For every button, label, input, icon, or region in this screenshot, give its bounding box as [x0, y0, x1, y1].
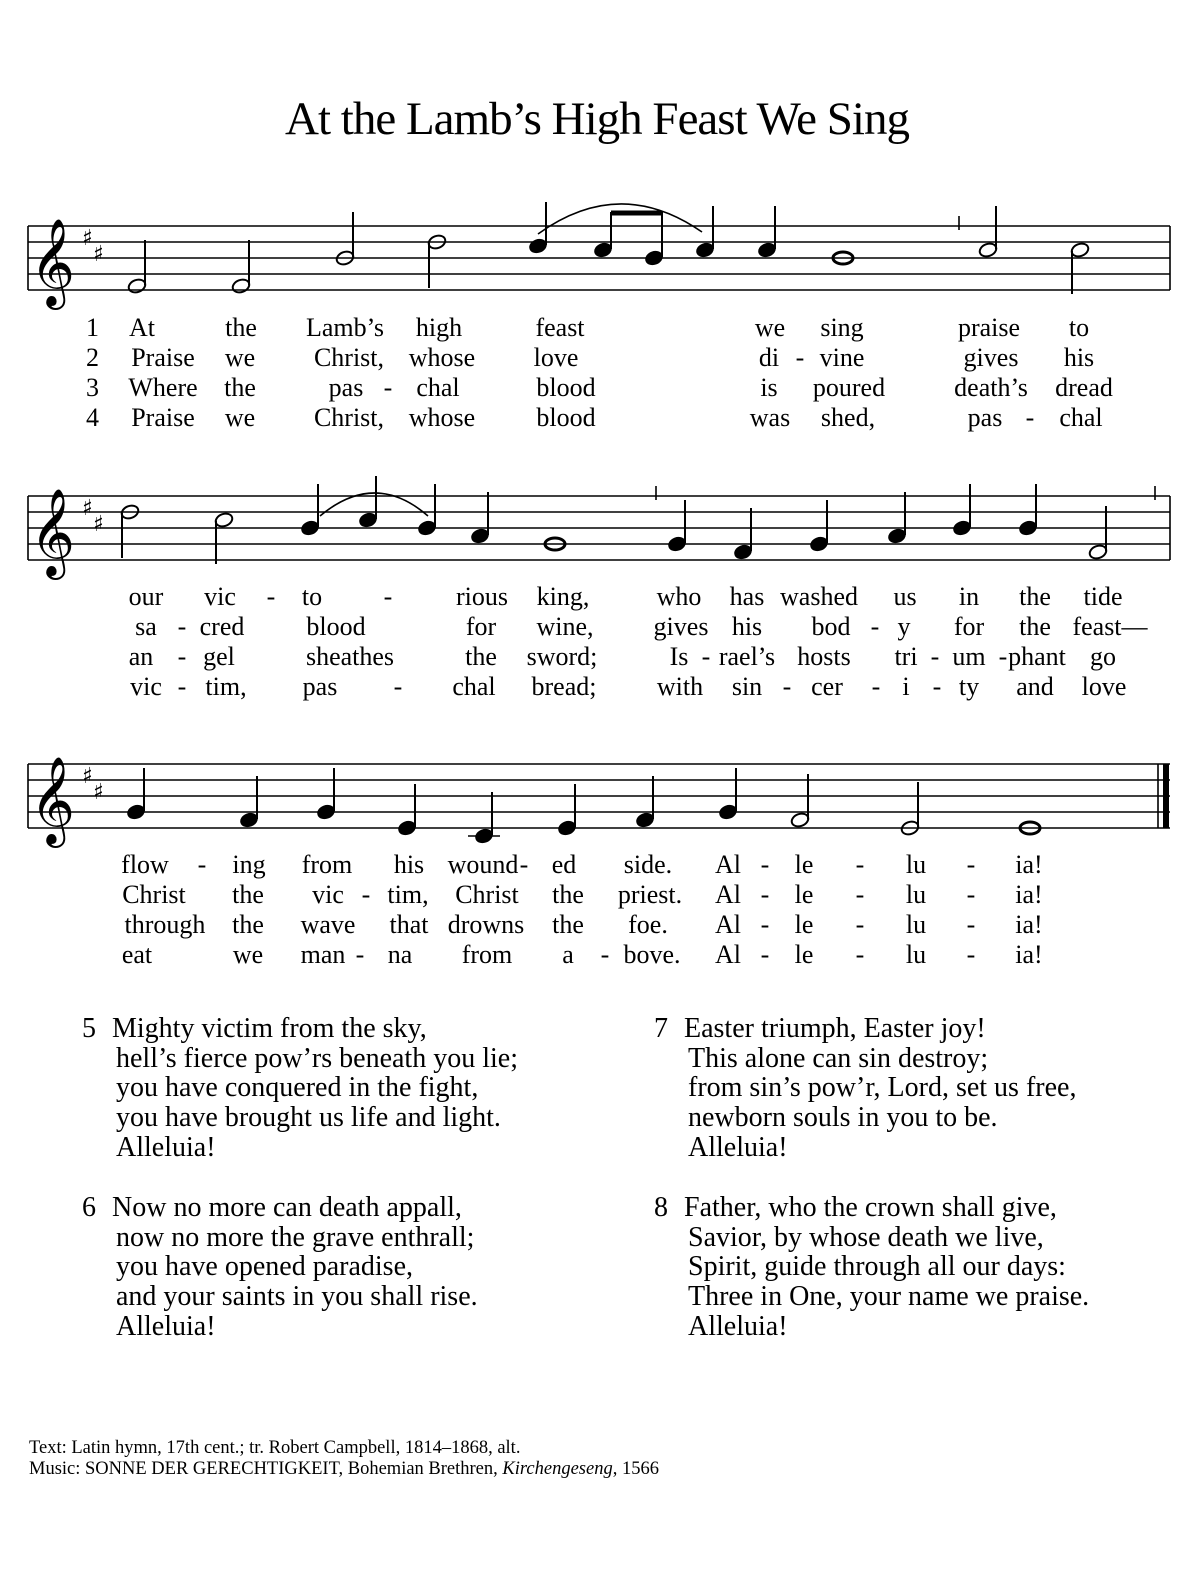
syllable: Lamb’s	[306, 313, 384, 342]
music-staff-system-2	[0, 470, 1200, 580]
syllable: the	[225, 313, 257, 342]
svg-text:𝄞: 𝄞	[30, 217, 75, 306]
syllable: lu	[905, 880, 927, 909]
syllable: praise	[957, 313, 1021, 342]
key-signature-sharps	[82, 496, 104, 537]
syllable: feast	[535, 313, 585, 342]
stanza-line: you have brought us life and light.	[116, 1102, 501, 1134]
syllable: -	[855, 850, 865, 879]
syllable: his	[1063, 343, 1095, 372]
syllable: side.	[623, 850, 673, 879]
syllable: the	[1019, 612, 1051, 641]
music-staff-system-1	[0, 200, 1200, 310]
syllable: a	[562, 940, 574, 969]
syllable: -	[998, 642, 1008, 671]
syllable: ia!	[1015, 880, 1043, 909]
svg-text:♯: ♯	[93, 512, 104, 537]
syllable: -	[177, 612, 187, 641]
syllable: -	[795, 343, 805, 372]
syllable: pas	[328, 373, 364, 402]
music-credit-suffix: , 1566	[612, 1459, 659, 1479]
syllable: to	[301, 582, 323, 611]
syllable: washed	[780, 582, 858, 611]
syllable: is	[760, 373, 778, 402]
syllable: -	[966, 910, 976, 939]
verse-number: 3	[86, 373, 99, 402]
syllable: Praise	[131, 343, 195, 372]
treble-clef-icon	[30, 217, 75, 310]
syllable: our	[128, 582, 164, 611]
syllable: sa	[135, 612, 157, 641]
syllable: love	[533, 343, 579, 372]
syllable: Where	[128, 373, 198, 402]
syllable: vine	[819, 343, 865, 372]
syllable: -	[600, 940, 610, 969]
syllable: -	[760, 910, 770, 939]
syllable: who	[656, 582, 702, 611]
stanza-line: Alleluia!	[688, 1310, 788, 1342]
syllable: rael’s	[718, 642, 776, 671]
svg-text:♯: ♯	[82, 764, 93, 789]
syllable: -	[361, 880, 371, 909]
final-barline	[1163, 764, 1169, 828]
syllable: sheathes	[305, 642, 395, 671]
syllable: Al	[715, 940, 741, 969]
syllable: gives	[653, 612, 709, 641]
syllable: wound	[447, 850, 519, 879]
syllable: foe.	[628, 910, 668, 939]
treble-clef-icon	[30, 755, 75, 848]
syllable: -	[870, 612, 880, 641]
svg-text:♯: ♯	[93, 242, 104, 267]
syllable: Christ	[455, 880, 519, 909]
syllable: chal	[1059, 403, 1103, 432]
syllable: -	[760, 850, 770, 879]
syllable: the	[232, 880, 264, 909]
syllable: -	[177, 642, 187, 671]
syllable: gel	[203, 642, 235, 671]
syllable: Christ,	[313, 343, 385, 372]
syllable: death’s	[954, 373, 1028, 402]
stanza-line: Spirit, guide through all our days:	[688, 1251, 1066, 1283]
syllable: whose	[408, 403, 476, 432]
syllable: bread;	[531, 672, 597, 701]
syllable: poured	[812, 373, 886, 402]
stanza-number: 8	[654, 1192, 668, 1223]
syllable: the	[1019, 582, 1051, 611]
music-credit-prefix: Music: SONNE DER GERECHTIGKEIT, Bohemian Brethren,	[29, 1459, 503, 1479]
syllable: through	[124, 910, 206, 939]
svg-text:𝄞: 𝄞	[30, 487, 75, 576]
stanza-line: Easter triumph, Easter joy!	[684, 1013, 986, 1044]
stanza-6	[82, 1192, 478, 1342]
stanza-line: Savior, by whose death we live,	[688, 1221, 1044, 1253]
syllable: was	[749, 403, 791, 432]
stanza-line: Alleluia!	[116, 1131, 216, 1163]
syllable: the	[552, 910, 584, 939]
syllable: wine,	[536, 612, 594, 641]
syllable: Christ,	[313, 403, 385, 432]
syllable: vic	[312, 880, 344, 909]
syllable: -	[782, 672, 792, 701]
syllable: we	[224, 343, 256, 372]
syllable: his	[393, 850, 425, 879]
syllable: blood	[536, 373, 596, 402]
syllable: ing	[232, 850, 266, 879]
music-credit-source: Kirchengeseng	[502, 1459, 613, 1479]
syllable: Al	[715, 880, 741, 909]
syllable: le	[794, 910, 814, 939]
syllable: feast—	[1072, 612, 1148, 641]
stanza-7	[654, 1013, 1077, 1163]
syllable: and	[1016, 672, 1054, 701]
syllable: cred	[199, 612, 245, 641]
syllable: -	[930, 642, 940, 671]
svg-text:♯: ♯	[82, 496, 93, 521]
syllable: -	[393, 672, 403, 701]
stanza-8	[654, 1192, 1090, 1342]
syllable: tim,	[205, 672, 247, 701]
syllable: tide	[1083, 582, 1123, 611]
syllable: the	[224, 373, 256, 402]
syllable: Praise	[131, 403, 195, 432]
credits	[29, 1438, 659, 1480]
syllable: i	[902, 672, 910, 701]
syllable: rious	[456, 582, 508, 611]
key-signature-sharps	[82, 226, 104, 267]
syllable: ty	[958, 672, 980, 701]
syllable: chal	[416, 373, 460, 402]
stanza-number: 5	[82, 1013, 96, 1044]
syllable: ia!	[1015, 850, 1043, 879]
syllable: ed	[551, 850, 577, 879]
syllable: Al	[715, 910, 741, 939]
syllable: to	[1068, 313, 1090, 342]
stanza-line: Mighty victim from the sky,	[112, 1013, 427, 1044]
syllable: we	[754, 313, 786, 342]
syllable: -	[519, 850, 529, 879]
syllable: le	[794, 940, 814, 969]
music-credit	[29, 1459, 659, 1480]
stanza-line: Alleluia!	[116, 1310, 216, 1342]
syllable: -	[177, 672, 187, 701]
stanza-line: newborn souls in you to be.	[688, 1102, 998, 1134]
syllable: y	[897, 612, 911, 641]
syllable: we	[224, 403, 256, 432]
stanza-line: you have conquered in the fight,	[116, 1072, 479, 1104]
syllable: lu	[905, 910, 927, 939]
syllable: vic	[130, 672, 162, 701]
syllable: -	[701, 642, 711, 671]
syllable: sin	[731, 672, 763, 701]
syllable: king,	[536, 582, 590, 611]
stanza-line: now no more the grave enthrall;	[116, 1221, 475, 1253]
syllable: hosts	[797, 642, 851, 671]
syllable: for	[465, 612, 497, 641]
syllable: tim,	[387, 880, 429, 909]
syllable: from	[301, 850, 353, 879]
syllable: sing	[820, 313, 864, 342]
stanza-line: Three in One, your name we praise.	[688, 1281, 1090, 1313]
syllable: -	[760, 940, 770, 969]
syllable: -	[760, 880, 770, 909]
stanza-line: you have opened paradise,	[116, 1251, 413, 1283]
stanza-line: from sin’s pow’r, Lord, set us free,	[688, 1072, 1077, 1104]
stanza-line: and your saints in you shall rise.	[116, 1281, 478, 1313]
syllable: us	[893, 582, 917, 611]
syllable: ia!	[1015, 910, 1043, 939]
syllable: le	[794, 880, 814, 909]
syllable: priest.	[617, 880, 683, 909]
syllable: At	[129, 313, 155, 342]
syllable: eat	[121, 940, 153, 969]
syllable: -	[966, 850, 976, 879]
syllable: blood	[306, 612, 366, 641]
syllable: lu	[905, 940, 927, 969]
syllable: go	[1090, 642, 1116, 671]
syllable: drowns	[447, 910, 525, 939]
stanza-line: Alleluia!	[688, 1131, 788, 1163]
verse-number: 2	[86, 343, 99, 372]
syllable: um	[952, 642, 986, 671]
syllable: man	[300, 940, 346, 969]
syllable: Is	[669, 642, 689, 671]
syllable: wave	[300, 910, 356, 939]
syllable: for	[953, 612, 985, 641]
stanza-line: hell’s fierce pow’rs beneath you lie;	[116, 1042, 518, 1074]
syllable: -	[383, 373, 393, 402]
svg-text:♯: ♯	[93, 780, 104, 805]
syllable: sword;	[526, 642, 598, 671]
syllable: lu	[905, 850, 927, 879]
syllable: -	[855, 880, 865, 909]
verse-number: 1	[86, 313, 99, 342]
syllable: whose	[408, 343, 476, 372]
svg-text:♯: ♯	[82, 226, 93, 251]
music-staff-system-3	[0, 738, 1200, 848]
syllable: flow	[121, 850, 169, 879]
syllable: -	[966, 880, 976, 909]
verse-number: 4	[86, 403, 99, 432]
text-credit: Text: Latin hymn, 17th cent.; tr. Robert Campbell, 1814–1868, alt.	[29, 1438, 521, 1458]
syllable: le	[794, 850, 814, 879]
syllable: -	[355, 940, 365, 969]
syllable: chal	[452, 672, 496, 701]
syllable: -	[871, 672, 881, 701]
syllable: -	[966, 940, 976, 969]
syllable: has	[729, 582, 765, 611]
syllable: from	[461, 940, 513, 969]
svg-text:𝄞: 𝄞	[30, 755, 75, 844]
syllable: phant	[1008, 642, 1066, 671]
syllable: an	[128, 642, 154, 671]
syllable: Al	[715, 850, 741, 879]
syllable: that	[389, 910, 429, 939]
key-signature-sharps	[82, 764, 104, 805]
syllable: love	[1081, 672, 1127, 701]
syllable: di	[758, 343, 780, 372]
syllable: -	[855, 940, 865, 969]
stanza-number: 7	[654, 1013, 668, 1044]
stanza-5	[82, 1013, 518, 1163]
syllable: the	[232, 910, 264, 939]
syllable: the	[552, 880, 584, 909]
syllable: cer	[811, 672, 843, 701]
syllable: -	[855, 910, 865, 939]
stanza-line: This alone can sin destroy;	[688, 1042, 989, 1074]
syllable: -	[266, 582, 276, 611]
syllable: high	[415, 313, 463, 342]
hymn-title: At the Lamb’s High Feast We Sing	[285, 93, 909, 145]
syllable: we	[232, 940, 264, 969]
syllable: the	[465, 642, 497, 671]
syllable: tri	[894, 642, 918, 671]
syllable: vic	[204, 582, 236, 611]
syllable: bove.	[623, 940, 681, 969]
syllable: in	[958, 582, 980, 611]
syllable: dread	[1055, 373, 1113, 402]
syllable: -	[932, 672, 942, 701]
syllable: -	[1025, 403, 1035, 432]
stanza-line: Now no more can death appall,	[112, 1192, 462, 1223]
syllable: na	[387, 940, 413, 969]
stanza-number: 6	[82, 1192, 96, 1223]
syllable: with	[656, 672, 704, 701]
syllable: gives	[963, 343, 1019, 372]
syllable: pas	[302, 672, 338, 701]
syllable: pas	[967, 403, 1003, 432]
syllable: -	[383, 582, 393, 611]
syllable: Christ	[122, 880, 186, 909]
syllable: bod	[811, 612, 851, 641]
syllable: ia!	[1015, 940, 1043, 969]
treble-clef-icon	[30, 487, 75, 580]
syllable: -	[197, 850, 207, 879]
stanza-line: Father, who the crown shall give,	[684, 1192, 1057, 1223]
syllable: shed,	[820, 403, 876, 432]
syllable: blood	[536, 403, 596, 432]
syllable: his	[731, 612, 763, 641]
